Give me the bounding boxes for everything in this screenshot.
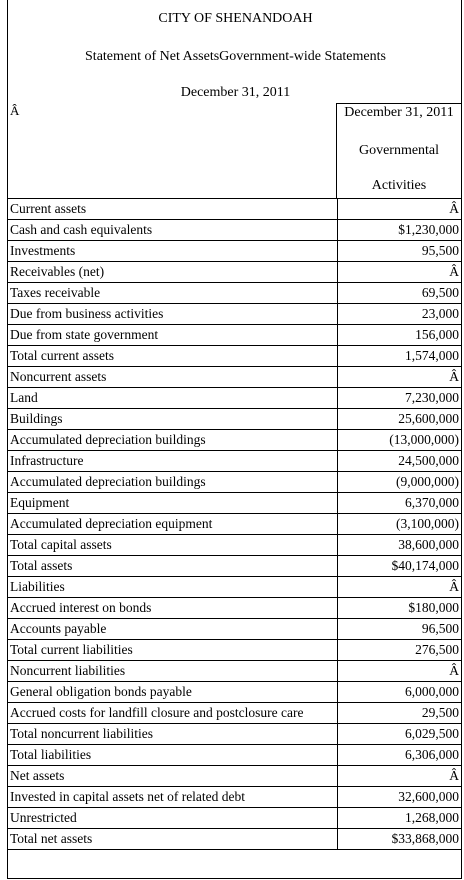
- row-label: Invested in capital assets net of related debt: [8, 787, 337, 808]
- row-label: Due from state government: [8, 325, 337, 346]
- table-row: [8, 619, 461, 640]
- row-value: $33,868,000: [337, 829, 461, 850]
- row-label: Noncurrent assets: [8, 367, 337, 388]
- row-label: Total current assets: [8, 346, 337, 367]
- row-value: Â: [337, 262, 461, 283]
- table-row: [8, 787, 461, 808]
- row-value: (9,000,000): [337, 472, 461, 493]
- row-value: 7,230,000: [337, 388, 461, 409]
- row-value: Â: [337, 766, 461, 787]
- row-value: 1,574,000: [337, 346, 461, 367]
- table-row: [8, 325, 461, 346]
- row-value: Â: [337, 199, 461, 220]
- table-row: [8, 388, 461, 409]
- table-row: [8, 430, 461, 451]
- row-label: Accumulated depreciation equipment: [8, 514, 337, 535]
- table-row: [8, 346, 461, 367]
- row-value: 6,370,000: [337, 493, 461, 514]
- financial-statement: [7, 0, 462, 879]
- net-assets-table: [8, 198, 461, 850]
- row-label: Cash and cash equivalents: [8, 220, 337, 241]
- row-value: $1,230,000: [337, 220, 461, 241]
- row-label: Infrastructure: [8, 451, 337, 472]
- table-row: [8, 724, 461, 745]
- table-row: [8, 199, 461, 220]
- row-value: 95,500: [337, 241, 461, 262]
- row-label: Receivables (net): [8, 262, 337, 283]
- row-label: Accounts payable: [8, 619, 337, 640]
- table-row: [8, 472, 461, 493]
- row-value: 6,306,000: [337, 745, 461, 766]
- row-value: 276,500: [337, 640, 461, 661]
- table-row: [8, 829, 461, 850]
- row-label: Total noncurrent liabilities: [8, 724, 337, 745]
- row-value: 1,268,000: [337, 808, 461, 829]
- table-row: [8, 556, 461, 577]
- row-label: Total net assets: [8, 829, 337, 850]
- row-value: $180,000: [337, 598, 461, 619]
- row-label: Liabilities: [8, 577, 337, 598]
- row-value: Â: [337, 577, 461, 598]
- table-row: [8, 577, 461, 598]
- value-column-header: [337, 103, 461, 199]
- table-row: [8, 535, 461, 556]
- table-row: [8, 703, 461, 724]
- statement-entity-title: CITY OF SHENANDOAH: [158, 11, 313, 26]
- row-value: Â: [337, 367, 461, 388]
- column-date: December 31, 2011: [344, 105, 454, 120]
- statement-subtitle: Statement of Net AssetsGovernment-wide Statements: [85, 49, 386, 64]
- row-value: (13,000,000): [337, 430, 461, 451]
- table-row: [8, 808, 461, 829]
- table-row: [8, 220, 461, 241]
- table-row: [8, 283, 461, 304]
- table-row: [8, 241, 461, 262]
- row-label: Total current liabilities: [8, 640, 337, 661]
- table-row: [8, 598, 461, 619]
- row-value: 6,000,000: [337, 682, 461, 703]
- label-column-header: [8, 103, 337, 199]
- row-label: Accumulated depreciation buildings: [8, 472, 337, 493]
- table-row: [8, 745, 461, 766]
- row-label: Land: [8, 388, 337, 409]
- table-row: [8, 682, 461, 703]
- row-label: Equipment: [8, 493, 337, 514]
- row-value: 29,500: [337, 703, 461, 724]
- row-value: 96,500: [337, 619, 461, 640]
- table-row: [8, 493, 461, 514]
- row-value: 23,000: [337, 304, 461, 325]
- table-row: [8, 304, 461, 325]
- column-heading-line2: Activities: [371, 178, 427, 193]
- row-value: 32,600,000: [337, 787, 461, 808]
- row-label: Total liabilities: [8, 745, 337, 766]
- column-header: [8, 103, 461, 199]
- row-label: Unrestricted: [8, 808, 337, 829]
- table-row: [8, 451, 461, 472]
- row-label: Total assets: [8, 556, 337, 577]
- row-label: Total capital assets: [8, 535, 337, 556]
- table-row: [8, 661, 461, 682]
- row-value: 38,600,000: [337, 535, 461, 556]
- row-label: Accrued costs for landfill closure and postclosure care: [8, 703, 337, 724]
- row-value: 156,000: [337, 325, 461, 346]
- row-value: 25,600,000: [337, 409, 461, 430]
- column-heading-line1: Governmental: [358, 143, 440, 158]
- row-label: Current assets: [8, 199, 337, 220]
- table-row: [8, 409, 461, 430]
- row-label: Net assets: [8, 766, 337, 787]
- row-value: 6,029,500: [337, 724, 461, 745]
- table-row: [8, 514, 461, 535]
- row-label: Buildings: [8, 409, 337, 430]
- row-value: 24,500,000: [337, 451, 461, 472]
- row-label: Noncurrent liabilities: [8, 661, 337, 682]
- statement-date: December 31, 2011: [180, 85, 291, 100]
- row-value: 69,500: [337, 283, 461, 304]
- row-label: Accrued interest on bonds: [8, 598, 337, 619]
- row-label: Accumulated depreciation buildings: [8, 430, 337, 451]
- label-header-placeholder: Â: [10, 103, 20, 118]
- row-label: General obligation bonds payable: [8, 682, 337, 703]
- table-row: [8, 262, 461, 283]
- table-row: [8, 766, 461, 787]
- row-value: Â: [337, 661, 461, 682]
- row-value: $40,174,000: [337, 556, 461, 577]
- row-value: (3,100,000): [337, 514, 461, 535]
- row-label: Due from business activities: [8, 304, 337, 325]
- row-label: Investments: [8, 241, 337, 262]
- table-row: [8, 367, 461, 388]
- row-label: Taxes receivable: [8, 283, 337, 304]
- table-row: [8, 640, 461, 661]
